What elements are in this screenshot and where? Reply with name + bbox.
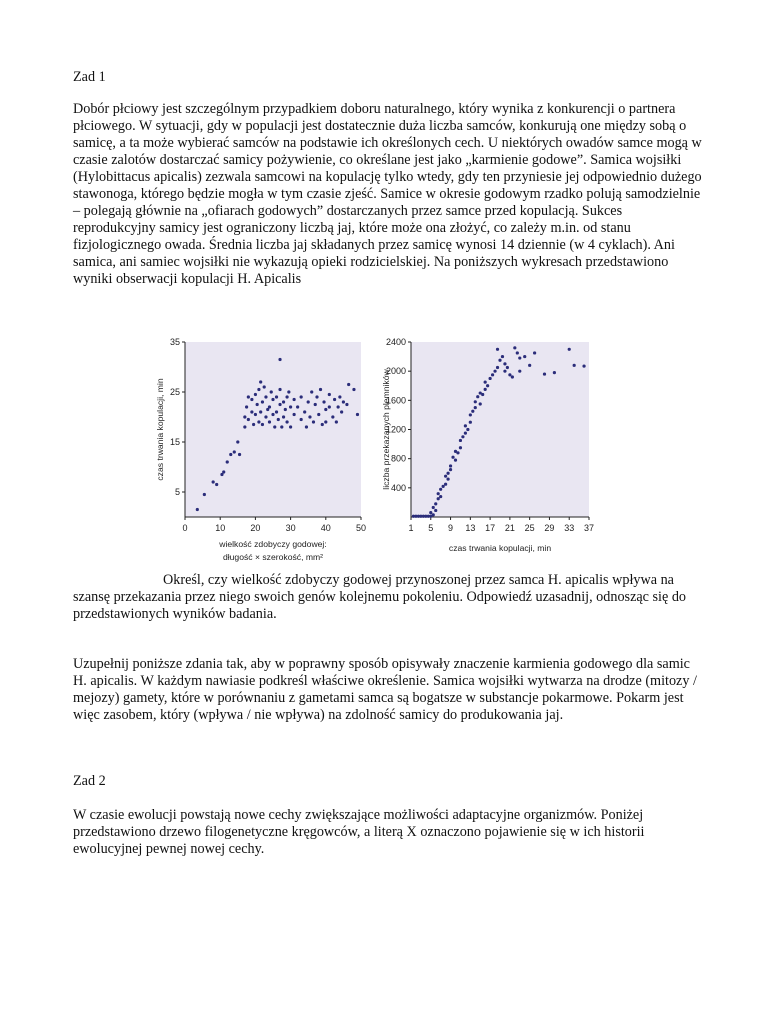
chart1-data-point [314, 403, 317, 406]
chart2-data-point [496, 366, 499, 369]
chart2-y-tick-label: 800 [390, 453, 406, 464]
chart1-data-point [222, 470, 225, 473]
chart1-x-tick-label: 20 [250, 523, 261, 533]
zad1-heading: Zad 1 [73, 69, 106, 85]
chart2-data-point [449, 468, 452, 471]
chart1-data-point [226, 460, 229, 463]
chart1-data-point [250, 410, 253, 413]
chart1-x-axis-label: wielkość zdobyczy godowej: [219, 539, 327, 549]
chart2-data-point [437, 492, 440, 495]
chart1-data-point [263, 385, 266, 388]
zad1-intro-paragraph: Dobór płciowy jest szczególnym przypadkiem doboru naturalnego, który wynika z konkurencji o partnera płciowego. W sytuacji, gdy w populacji jest dostatecznie duża liczba samców, konkurują one między sobą o samicę, a ta może wybierać samców na podstawie ich określonych cech. U niektórych owadów samce mogą w czasie zalotów dostarczać samicy pożywienie, co określane jest jako „karmienie godowe”. Samica wojsiłki (Hylobittacus apicalis) zezwala samcowi na kopulację tylko wtedy, gdy ten przyniesie jej odpowiednio dużego stawonoga, którego będzie mogła w tym czasie zjeść. Samice w okresie godowym rzadko polują samodzielnie – polegają głównie na „ofiarach godowych” dostarczanych przez samce przed kopulacją. Sukces reprodukcyjny samicy jest ograniczony liczbą jaj, które może ona złożyć, co zależy m.in. od stanu fizjologicznego owada. Średnia liczba jaj składanych przez samicę wynosi 14 dziennie (w 4 cyklach). Ani samica, ani samiec wojsiłki nie wykazują opieki rodzicielskiej. Na poniższych wykresach przedstawiono wyniki obserwacji kopulacji H. Apicalis [73, 101, 702, 287]
chart2-data-point [437, 497, 440, 500]
chart1-data-point [293, 413, 296, 416]
chart1-data-point [284, 408, 287, 411]
chart1-data-point [245, 405, 248, 408]
chart2-x-tick-label: 29 [544, 523, 555, 533]
chart2-x-tick-label: 5 [428, 523, 434, 533]
chart2-data-point [442, 485, 445, 488]
chart1-data-point [238, 453, 241, 456]
chart2-data-point [506, 366, 509, 369]
chart2-data-point [469, 413, 472, 416]
chart1-data-point [278, 403, 281, 406]
chart2-data-point [446, 477, 449, 480]
chart2-data-point [582, 364, 585, 367]
chart2-data-point [516, 351, 519, 354]
chart1-data-point [243, 425, 246, 428]
chart2-data-point [469, 421, 472, 424]
chart1-y-tick-label: 15 [169, 437, 180, 447]
chart2-data-point [486, 384, 489, 387]
chart1-data-point [233, 450, 236, 453]
chart2-data-point [456, 451, 459, 454]
zad1-question-text: Określ, czy wielkość zdobyczy godowej przynoszonej przez samca H. apicalis wpływa na szansę przekazania przez niego swoich genów kolejnemu pokoleniu. Odpowiedź uzasadnij, odnosząc się do przedstawionych wyników badania. [73, 572, 687, 622]
chart1-data-point [342, 400, 345, 403]
chart1-data-point [340, 410, 343, 413]
chart1-data-point [247, 395, 250, 398]
chart1-data-point [312, 420, 315, 423]
chart2-y-tick-label: 1200 [385, 424, 406, 435]
chart2-data-point [459, 439, 462, 442]
chart2-data-point [481, 393, 484, 396]
chart1-data-point [282, 415, 285, 418]
chart2-data-point [523, 355, 526, 358]
chart1-data-point [268, 420, 271, 423]
chart1-data-point [282, 400, 285, 403]
chart2-data-point [444, 483, 447, 486]
chart1-y-tick-label: 35 [169, 337, 180, 347]
chart2-data-point [461, 435, 464, 438]
chart1-data-point [300, 418, 303, 421]
chart1-data-point [243, 415, 246, 418]
chart2-data-point [503, 370, 506, 373]
chart2-data-point [449, 464, 452, 467]
chart1-data-point [352, 388, 355, 391]
chart1-data-point [212, 480, 215, 483]
zad2-paragraph: W czasie ewolucji powstają nowe cechy zwiększające możliwości adaptacyjne organizmów. Poniżej przedstawiono drzewo filogenetyczne kręgowców, a literą X oznaczono pojawienie się w ich historii ewolucyjnej pewnej nowej cechy. [73, 807, 645, 857]
chart2-x-tick-label: 33 [564, 523, 575, 533]
chart1-data-point [259, 410, 262, 413]
chart2-data-point [543, 372, 546, 375]
chart1-x-tick-label: 30 [285, 523, 296, 533]
chart2-data-point [484, 388, 487, 391]
chart1-data-point [333, 398, 336, 401]
chart1-x-axis-label: długość × szerokość, mm² [222, 552, 324, 562]
chart1-data-point [308, 415, 311, 418]
chart1-data-point [236, 440, 239, 443]
chart2-data-point [451, 456, 454, 459]
chart1-data-point [261, 400, 264, 403]
chart2-data-point [479, 402, 482, 405]
chart1-data-point [305, 425, 308, 428]
chart1-data-point [328, 405, 331, 408]
chart1-data-point [264, 395, 267, 398]
chart1-data-point [303, 410, 306, 413]
chart2-data-point [444, 475, 447, 478]
chart1-data-point [324, 408, 327, 411]
chart1-data-point [293, 398, 296, 401]
chart2-data-point [496, 348, 499, 351]
chart2-data-point [432, 506, 435, 509]
chart1-data-point [271, 413, 274, 416]
chart2-data-point [429, 511, 432, 514]
chart2-data-point [471, 410, 474, 413]
chart2-x-tick-label: 17 [485, 523, 496, 533]
chart2-data-point [528, 364, 531, 367]
zad2-heading: Zad 2 [73, 773, 106, 789]
chart1-data-point [264, 415, 267, 418]
chart2-x-tick-label: 13 [465, 523, 476, 533]
chart2-data-point [474, 400, 477, 403]
chart2-x-tick-label: 1 [408, 523, 414, 533]
chart2-data-point [459, 446, 462, 449]
chart2-data-point [568, 348, 571, 351]
chart2-data-point [503, 362, 506, 365]
chart2-data-point [474, 406, 477, 409]
chart1-x-tick-label: 0 [182, 523, 188, 533]
chart2-data-point [573, 364, 576, 367]
chart1-data-point [289, 425, 292, 428]
chart2-data-point [484, 381, 487, 384]
chart2-data-point [498, 359, 501, 362]
chart1-data-point [280, 425, 283, 428]
chart2-data-point [508, 373, 511, 376]
chart1-data-point [356, 413, 359, 416]
chart1-data-point [229, 453, 232, 456]
chart2-data-point [491, 373, 494, 376]
zad1-completion-task: Uzupełnij poniższe zdania tak, aby w poprawny sposób opisywały znaczenie karmienia godowego dla samic H. apicalis. W każdym nawiasie podkreśl właściwe określenie. Samica wojsiłki wytwarza na drodze (mitozy / mejozy) gamety, które w porównaniu z gametami samca są bogatsze w substancje pokarmowe. Pokarm jest więc zasobem, który (wpływa / nie wpływa) na zdolność samicy do produkowania jaj. [73, 656, 697, 723]
chart1-data-point [254, 413, 257, 416]
chart1-data-point [310, 390, 313, 393]
chart1-data-point [247, 418, 250, 421]
chart2-y-tick-label: 400 [390, 482, 406, 493]
chart1-y-axis-label: czas trwania kopulacji, min [155, 378, 165, 481]
chart2-data-point [533, 351, 536, 354]
chart2-x-tick-label: 21 [504, 523, 515, 533]
chart1-data-point [287, 390, 290, 393]
chart1-y-tick-label: 5 [174, 487, 180, 497]
chart1-data-point [278, 358, 281, 361]
chart1-data-point [285, 395, 288, 398]
chart2-data-point [439, 488, 442, 491]
chart2-x-tick-label: 37 [583, 523, 595, 533]
chart1-data-point [315, 395, 318, 398]
chart2-data-point [464, 424, 467, 427]
chart1-data-point [250, 398, 253, 401]
chart1-y-tick-label: 25 [169, 387, 180, 397]
chart1-data-point [296, 405, 299, 408]
chart1-data-point [328, 393, 331, 396]
chart1-data-point [275, 410, 278, 413]
chart2-data-point [501, 355, 504, 358]
charts-svg [150, 330, 620, 570]
chart2-data-point [511, 375, 514, 378]
chart2-y-tick-label: 2000 [385, 366, 406, 377]
chart2-data-point [518, 370, 521, 373]
chart2-data-point [518, 356, 521, 359]
chart-prey-size-vs-copulation-time [155, 337, 366, 562]
chart2-data-point [493, 370, 496, 373]
chart2-data-point [464, 432, 467, 435]
chart2-data-point [466, 428, 469, 431]
chart1-data-point [347, 383, 350, 386]
chart2-data-point [476, 395, 479, 398]
chart1-data-point [252, 423, 255, 426]
chart2-x-tick-label: 25 [524, 523, 535, 533]
chart1-data-point [321, 423, 324, 426]
chart2-x-tick-label: 9 [448, 523, 454, 533]
chart1-data-point [259, 380, 262, 383]
chart2-y-tick-label: 1600 [385, 395, 406, 406]
chart1-data-point [257, 420, 260, 423]
chart1-data-point [289, 405, 292, 408]
chart1-data-point [196, 508, 199, 511]
chart1-data-point [277, 418, 280, 421]
chart1-data-point [275, 395, 278, 398]
chart2-data-point [553, 371, 556, 374]
chart2-data-point [434, 509, 437, 512]
chart1-data-point [271, 398, 274, 401]
chart-copulation-time-vs-sperm-count [381, 337, 594, 553]
chart1-data-point [319, 388, 322, 391]
chart1-data-point [285, 420, 288, 423]
chart2-data-point [513, 346, 516, 349]
chart2-data-point [489, 377, 492, 380]
chart2-plot-area [411, 342, 589, 517]
chart2-x-axis-label: czas trwania kopulacji, min [448, 543, 552, 553]
chart1-data-point [268, 405, 271, 408]
chart1-data-point [300, 395, 303, 398]
chart1-data-point [256, 403, 259, 406]
chart1-data-point [270, 390, 273, 393]
chart1-data-point [261, 423, 264, 426]
chart1-data-point [335, 420, 338, 423]
chart1-data-point [345, 403, 348, 406]
charts-figure [150, 330, 620, 570]
chart2-y-axis-label: liczba przekazanych plemników [381, 369, 391, 490]
chart1-data-point [278, 388, 281, 391]
chart1-data-point [307, 400, 310, 403]
chart1-data-point [324, 420, 327, 423]
chart2-data-point [454, 459, 457, 462]
chart2-data-point [439, 495, 442, 498]
chart1-data-point [331, 415, 334, 418]
chart1-x-tick-label: 40 [320, 523, 331, 533]
chart2-data-point [434, 502, 437, 505]
chart1-x-tick-label: 10 [215, 523, 226, 533]
chart2-data-point [446, 472, 449, 475]
zad1-question [73, 572, 705, 623]
chart1-data-point [215, 483, 218, 486]
chart1-plot-area [185, 342, 361, 517]
chart1-data-point [317, 413, 320, 416]
chart2-y-tick-label: 2400 [385, 337, 406, 347]
chart1-data-point [254, 393, 257, 396]
chart1-data-point [338, 395, 341, 398]
chart1-data-point [322, 400, 325, 403]
chart1-data-point [257, 388, 260, 391]
chart2-data-point [432, 513, 435, 516]
chart1-data-point [337, 405, 340, 408]
chart1-x-tick-label: 50 [355, 523, 367, 533]
chart1-data-point [203, 493, 206, 496]
chart1-data-point [273, 425, 276, 428]
